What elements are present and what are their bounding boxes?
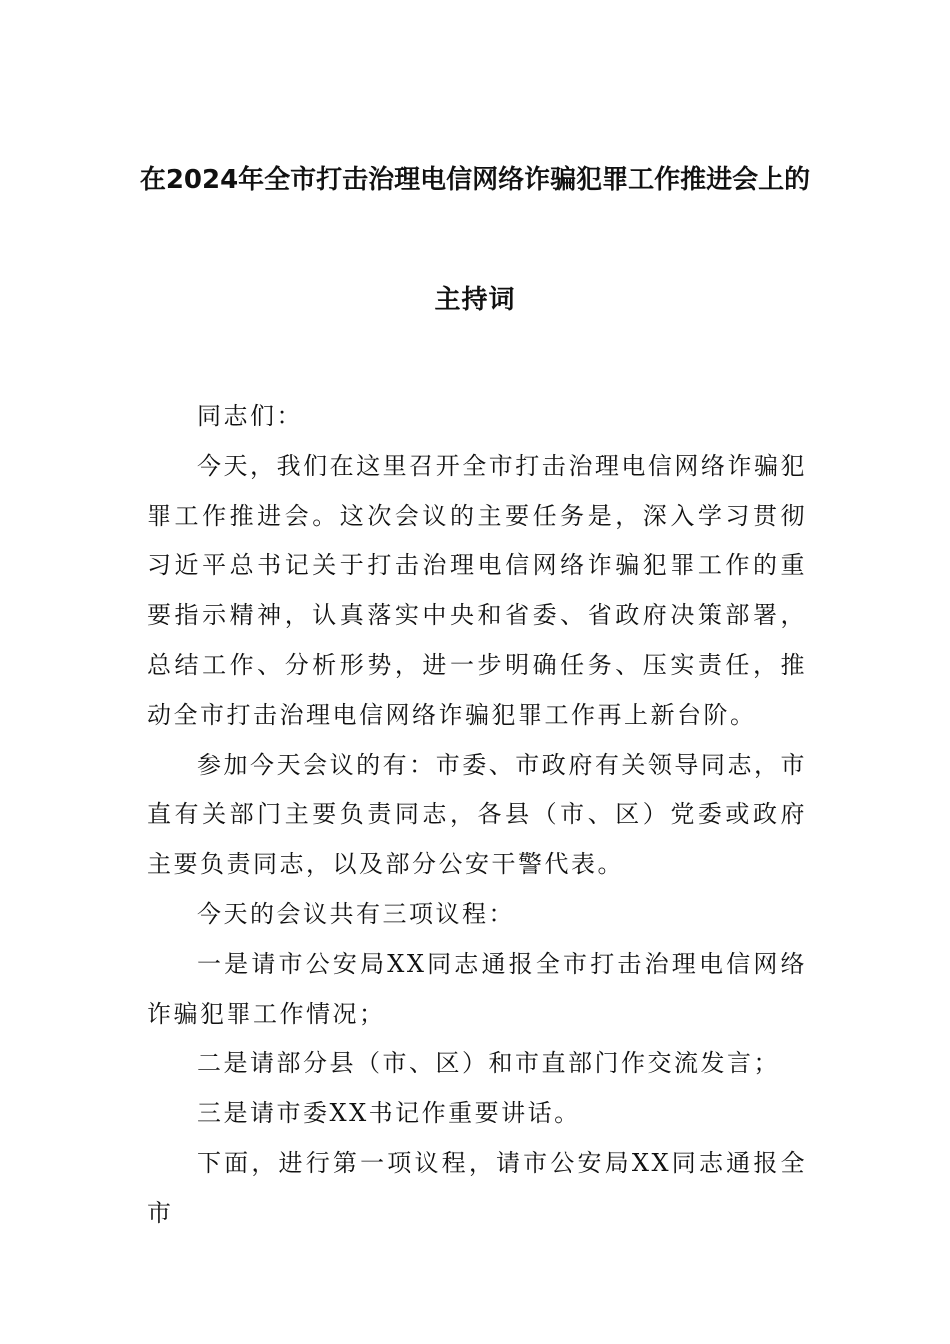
body-paragraph: 参加今天会议的有：市委、市政府有关领导同志，市直有关部门主要负责同志，各县（市、区）党委或政府主要负责同志，以及部分公安干警代表。	[147, 750, 807, 879]
body-paragraph: 今天，我们在这里召开全市打击治理电信网络诈骗犯罪工作推进会。这次会议的主要任务是，深入学习贯彻习近平总书记关于打击治理电信网络诈骗犯罪工作的重要指示精神，认真落实中央和省委、省政府决策部署，总结工作、分析形势，进一步明确任务、压实责任，推动全市打击治理电信网络诈骗犯罪工作再上新台阶。	[147, 451, 807, 729]
salutation-paragraph: 同志们：	[197, 402, 303, 430]
document-title-line-2: 主持词	[434, 285, 516, 315]
body-paragraph: 下面，进行第一项议程，请市公安局XX同志通报全市	[147, 1148, 807, 1227]
document-body	[147, 392, 807, 1239]
agenda-item-1: 一是请市公安局XX同志通报全市打击治理电信网络诈骗犯罪工作情况；	[147, 949, 807, 1028]
body-paragraph: 今天的会议共有三项议程：	[197, 899, 515, 928]
agenda-item-2: 二是请部分县（市、区）和市直部门作交流发言；	[197, 1049, 780, 1078]
agenda-item-3: 三是请市委XX书记作重要讲话。	[197, 1099, 581, 1128]
document-title-line-1: 在2024年全市打击治理电信网络诈骗犯罪工作推进会上的	[139, 165, 811, 195]
